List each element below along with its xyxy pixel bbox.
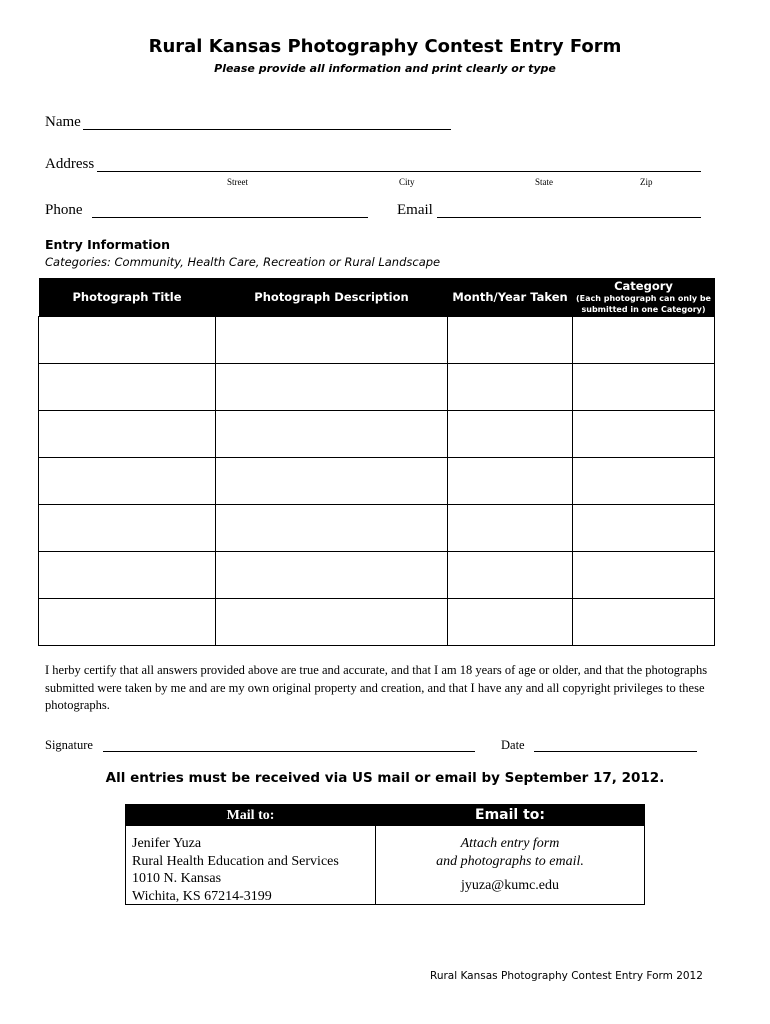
category-cell[interactable]: [573, 458, 715, 505]
email-to-header: Email to:: [376, 805, 644, 826]
mail-to-header: Mail to:: [126, 805, 375, 826]
page-subtitle: Please provide all information and print clearly or type: [214, 62, 556, 75]
description-cell[interactable]: [216, 411, 448, 458]
deadline-notice: All entries must be received via US mail or email by September 17, 2012.: [105, 770, 665, 786]
title-cell[interactable]: [39, 411, 216, 458]
zip-sublabel: Zip: [640, 177, 653, 187]
category-cell[interactable]: [573, 599, 715, 646]
mail-line: 1010 N. Kansas: [132, 871, 222, 886]
col-header-title: Photograph Title: [39, 278, 216, 317]
certification-text: I herby certify that all answers provided above are true and accurate, and that I am 18 years of age or older, and that the photographs submitted were taken by me and are my own original property and creation, and that I have any and all copyright privileges to these photographs.: [45, 663, 708, 712]
email-instruction-line: Attach entry form: [460, 836, 560, 851]
name-label: Name: [45, 114, 81, 130]
submission-box: [125, 804, 645, 905]
mail-line: Rural Health Education and Services: [132, 853, 339, 869]
email-label: Email: [397, 202, 433, 218]
month-year-cell[interactable]: [448, 317, 573, 364]
table-row: [39, 552, 715, 599]
col-header-month-year: Month/Year Taken: [448, 278, 573, 317]
table-row: [39, 599, 715, 646]
address-field[interactable]: [97, 171, 701, 172]
category-header-label: Category: [614, 279, 673, 293]
month-year-cell[interactable]: [448, 552, 573, 599]
categories-text: Categories: Community, Health Care, Recreation or Rural Landscape: [45, 255, 441, 269]
month-year-cell[interactable]: [448, 505, 573, 552]
description-cell[interactable]: [216, 458, 448, 505]
table-row: [39, 317, 715, 364]
category-cell[interactable]: [573, 505, 715, 552]
title-cell[interactable]: [39, 317, 216, 364]
title-cell[interactable]: [39, 458, 216, 505]
title-cell[interactable]: [39, 505, 216, 552]
category-cell[interactable]: [573, 552, 715, 599]
description-cell[interactable]: [216, 599, 448, 646]
table-row: [39, 364, 715, 411]
month-year-cell[interactable]: [448, 411, 573, 458]
address-label: Address: [45, 156, 95, 172]
phone-field[interactable]: [92, 217, 368, 218]
entries-table: [38, 278, 715, 646]
page-footer: Rural Kansas Photography Contest Entry Form 2012: [430, 970, 703, 982]
table-header-row: [39, 278, 715, 317]
email-instructions: [376, 835, 644, 895]
email-address[interactable]: jyuza@kumc.edu: [460, 878, 560, 893]
signature-label: Signature: [45, 738, 93, 752]
category-cell[interactable]: [573, 317, 715, 364]
category-cell[interactable]: [573, 411, 715, 458]
street-sublabel: Street: [227, 177, 248, 187]
name-field[interactable]: [83, 129, 451, 130]
state-sublabel: State: [535, 177, 553, 187]
category-header-note: (Each photograph can only be submitted in one Category): [576, 294, 711, 314]
month-year-cell[interactable]: [448, 458, 573, 505]
phone-label: Phone: [45, 202, 83, 218]
entry-info-title: Entry Information: [45, 237, 171, 252]
date-label: Date: [501, 738, 525, 752]
category-cell[interactable]: [573, 364, 715, 411]
title-cell[interactable]: [39, 552, 216, 599]
description-cell[interactable]: [216, 505, 448, 552]
title-cell[interactable]: [39, 364, 216, 411]
description-cell[interactable]: [216, 317, 448, 364]
mailing-address: [132, 835, 339, 905]
month-year-cell[interactable]: [448, 364, 573, 411]
description-cell[interactable]: [216, 364, 448, 411]
mail-line: Jenifer Yuza: [132, 836, 202, 851]
city-sublabel: City: [399, 177, 415, 187]
page-title: Rural Kansas Photography Contest Entry Form: [148, 36, 622, 57]
email-field[interactable]: [437, 217, 701, 218]
month-year-cell[interactable]: [448, 599, 573, 646]
table-row: [39, 505, 715, 552]
signature-field[interactable]: [103, 751, 475, 752]
table-row: [39, 411, 715, 458]
mail-line: Wichita, KS 67214-3199: [132, 888, 272, 904]
date-field[interactable]: [534, 751, 697, 752]
description-cell[interactable]: [216, 552, 448, 599]
table-row: [39, 458, 715, 505]
col-header-category: [573, 278, 715, 317]
title-cell[interactable]: [39, 599, 216, 646]
col-header-description: Photograph Description: [216, 278, 448, 317]
email-instruction-line: and photographs to email.: [436, 854, 584, 869]
